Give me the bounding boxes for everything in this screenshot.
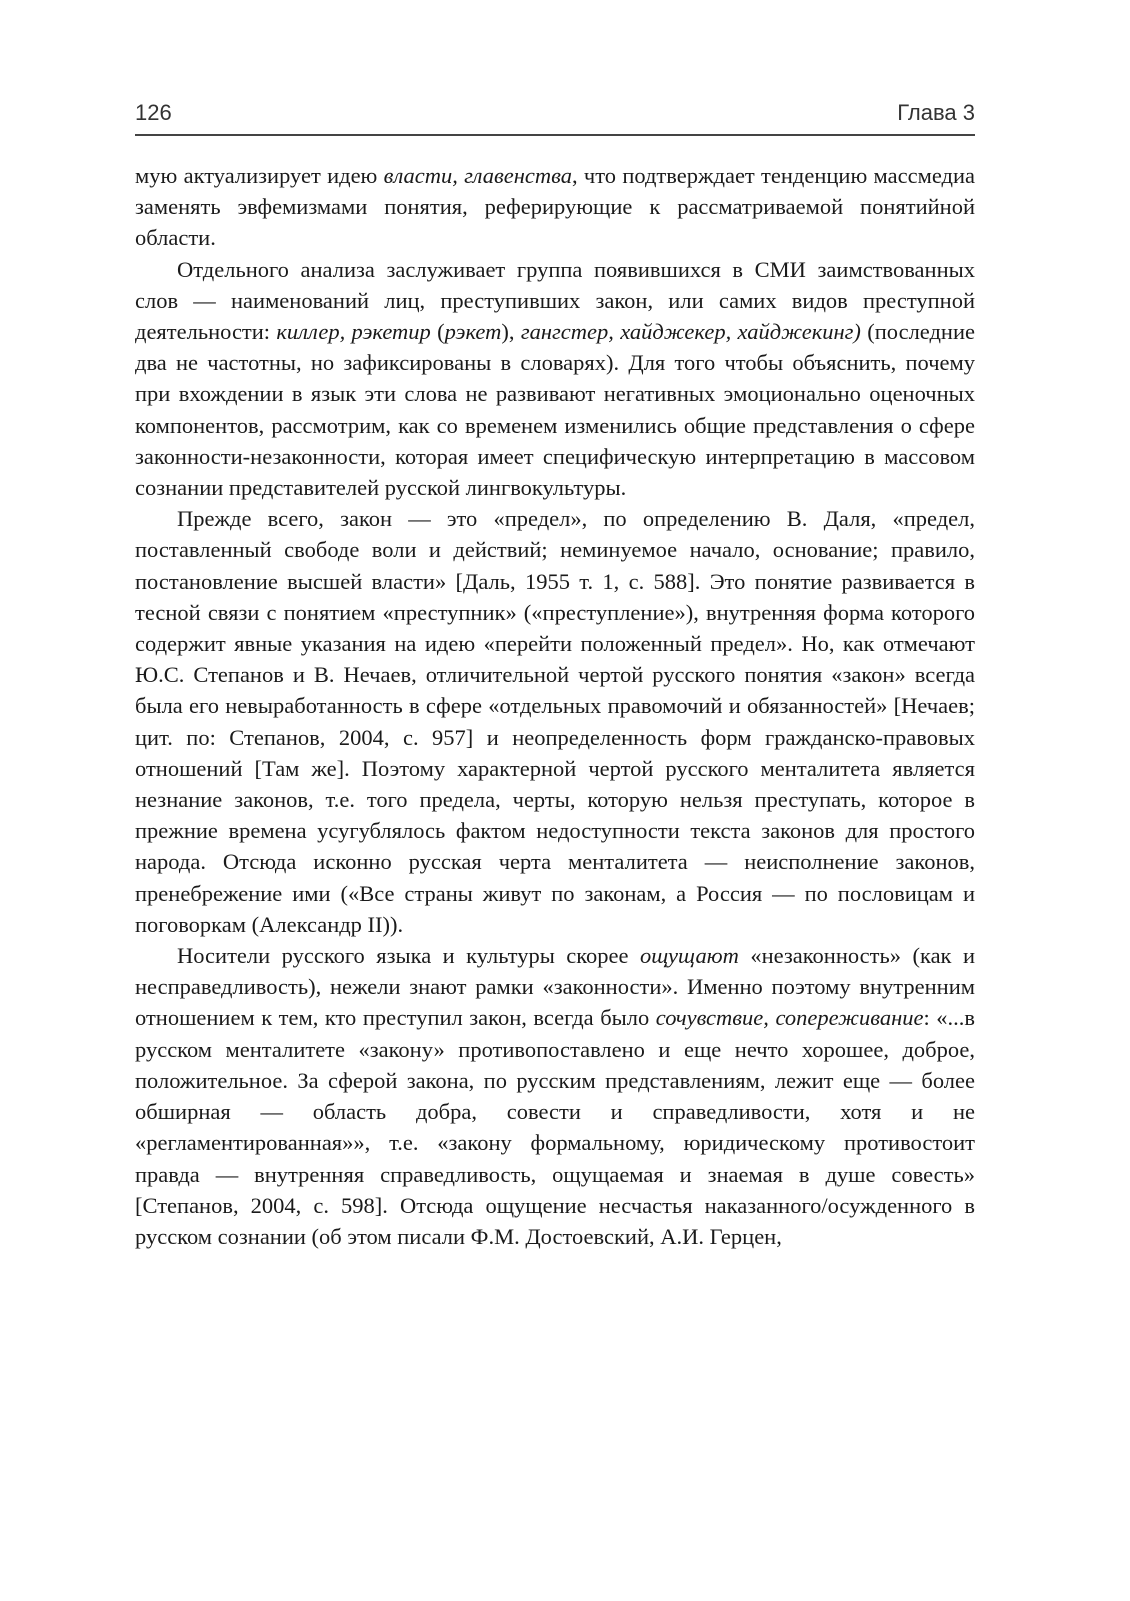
italic-text: ощущают [640, 943, 739, 969]
running-head [135, 100, 975, 126]
page-number: 126 [135, 100, 172, 125]
text-run: мую актуализирует идею [135, 163, 384, 188]
text-run: ( [430, 319, 445, 345]
text-run: «незаконность» (как и несправедливость), нежели знают рамки «законности». Именно поэтому внутренним отношением к тем, кто преступил закон, всегда было [135, 943, 975, 1031]
paragraph-3 [135, 503, 975, 940]
italic-text: киллер, рэкетир [276, 319, 431, 345]
text-run: Отдельного анализа заслуживает группа появившихся в СМИ заимствованных слов — наименований лиц, преступивших закон, или самих видов преступной деятельности: [135, 256, 975, 345]
body-text [135, 160, 975, 1252]
italic-text: сочувствие, сопереживание [655, 1005, 924, 1031]
paragraph-4 [135, 940, 975, 1252]
header-rule [135, 134, 975, 136]
text-run: , что подтверждает тенденцию массмедиа заменять эвфемизмами понятия, реферирующие к рассматриваемой понятийной области. [135, 163, 976, 251]
text-run: Носители русского языка и культуры скорее [177, 943, 641, 969]
paragraph-2 [135, 254, 975, 504]
text-run: ), [501, 319, 521, 345]
italic-text: гангстер, хайджекер, хайджекинг) [520, 319, 861, 345]
italic-text: власти, главенства [383, 163, 573, 188]
italic-text: рэкет [444, 319, 502, 345]
paragraph-1 [135, 160, 975, 254]
chapter-title: Глава 3 [897, 100, 975, 125]
text-run: (последние два не частотны, но зафиксированы в словарях). Для того чтобы объяснить, почему при вхождении в язык эти слова не развивают негативных эмоционально оценочных компонентов, рассмотрим, как со временем изменились общие представления о сфере законности-незаконности, которая имеет специфическую интерпретацию в массовом сознании представителей русской лингвокультуры. [135, 319, 975, 501]
text-run: : «...в русском менталитете «закону» противопоставлено и еще нечто хорошее, доброе, положительное. За сферой закона, по русским представлениям, лежит еще — более обширная — область добра, совести и справедливости, хотя и не «регламентированная»», т.е. «закону формальному, юридическому противостоит правда — внутренняя справедливость, ощущаемая и знаемая в душе совесть» [Степанов, 2004, с. 598]. Отсюда ощущение несчастья наказанного/осужденного в русском сознании (об этом писали Ф.М. Достоевский, А.И. Герцен, [135, 1005, 975, 1249]
text-run: Прежде всего, закон — это «предел», по определению В. Даля, «предел, поставленный свободе воли и действий; неминуемое начало, основание; правило, постановление высшей власти» [Даль, 1955 т. 1, с. 588]. Это понятие развивается в тесной связи с понятием «преступник» («преступление»), внутренняя форма которого содержит явные указания на идею «перейти положенный предел». Но, как отмечают Ю.С. Степанов и В. Нечаев, отличительной чертой русского понятия «закон» всегда была его невыработанность в сфере «отдельных правомочий и обязанностей» [Нечаев; цит. по: Степанов, 2004, с. 957] и неопределенность форм гражданско-правовых отношений [Там же]. Поэтому характерной чертой русского менталитета является незнание законов, т.е. того предела, черты, которую нельзя преступать, которое в прежние времена усугублялось фактом недоступности текста законов для простого народа. Отсюда исконно русская черта менталитета — неисполнение законов, пренебрежение ими («Все страны живут по законам, а Россия — по пословицам и поговоркам (Александр II)). [135, 506, 975, 937]
